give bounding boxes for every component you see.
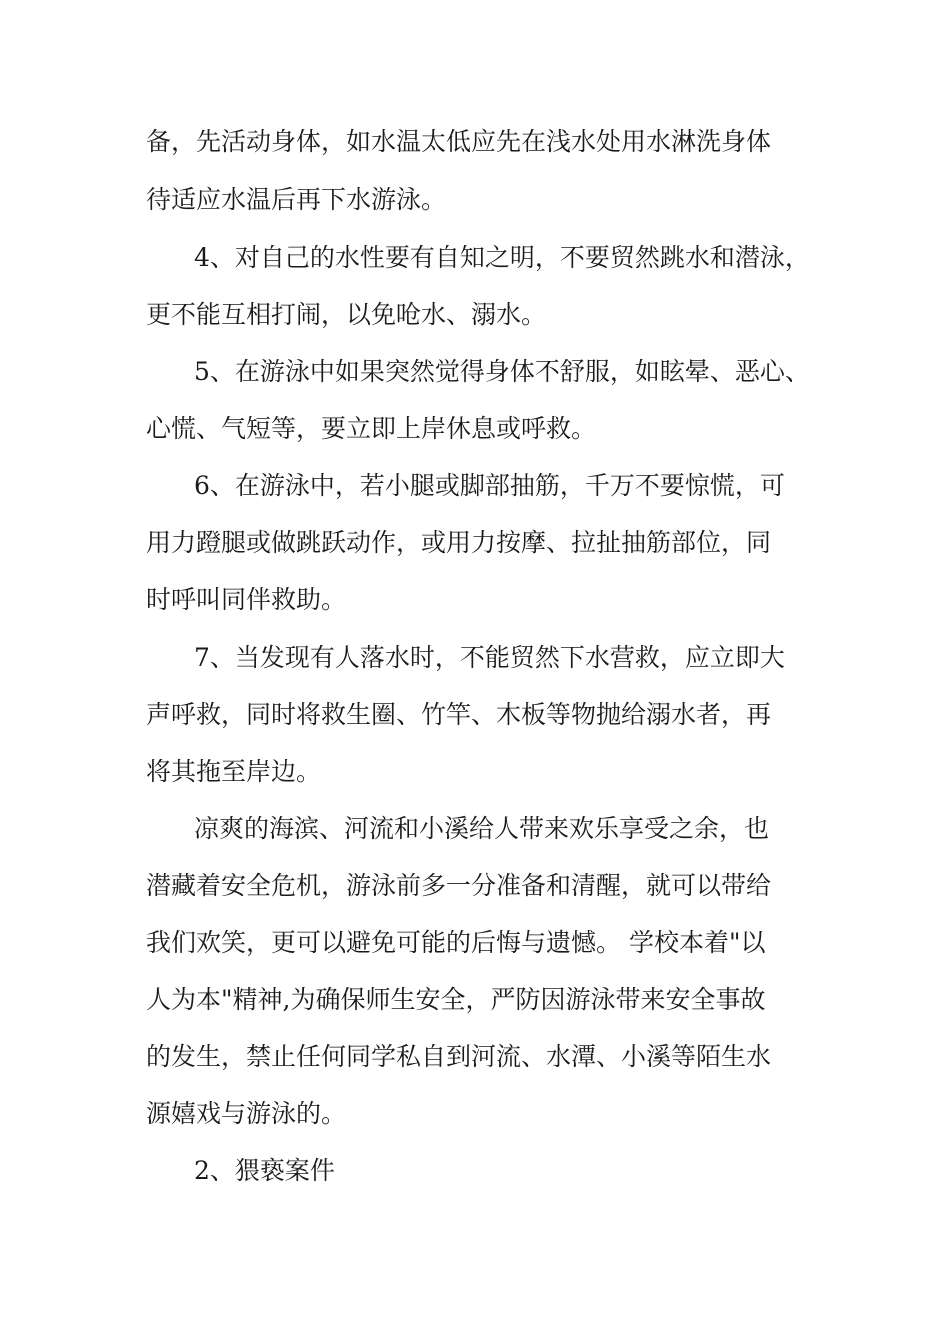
text-line: 心慌、气短等，要立即上岸休息或呼救。 [146, 414, 597, 443]
text-line: 6、在游泳中，若小腿或脚部抽筋，千万不要惊慌，可 [194, 471, 785, 500]
text-line: 人为本"精神,为确保师生安全，严防因游泳带来安全事故 [146, 985, 766, 1014]
text-line: 2、猥亵案件 [194, 1156, 335, 1185]
text-line: 潜藏着安全危机，游泳前多一分准备和清醒，就可以带给 [146, 871, 772, 900]
text-line: 声呼救，同时将救生圈、竹竿、木板等物抛给溺水者，再 [146, 700, 772, 729]
text-line: 用力蹬腿或做跳跃动作，或用力按摩、拉扯抽筋部位，同 [146, 528, 772, 557]
text-line: 源嬉戏与游泳的。 [146, 1099, 347, 1128]
text-line: 5、在游泳中如果突然觉得身体不舒服，如眩晕、恶心、 [194, 357, 810, 386]
text-line: 我们欢笑，更可以避免可能的后悔与遗憾。 学校本着"以 [146, 928, 766, 957]
text-line: 更不能互相打闹，以免呛水、溺水。 [146, 300, 547, 329]
text-line: 凉爽的海滨、河流和小溪给人带来欢乐享受之余，也 [194, 814, 770, 843]
text-line: 时呼叫同伴救助。 [146, 585, 347, 614]
text-line: 待适应水温后再下水游泳。 [146, 185, 447, 214]
text-line: 4、对自己的水性要有自知之明，不要贸然跳水和潜泳， [194, 243, 810, 272]
text-line: 备，先活动身体，如水温太低应先在浅水处用水淋洗身体 [146, 127, 772, 156]
text-line: 7、当发现有人落水时，不能贸然下水营救，应立即大 [194, 643, 785, 672]
text-line: 将其拖至岸边。 [146, 757, 322, 786]
text-line: 的发生，禁止任何同学私自到河流、水潭、小溪等陌生水 [146, 1042, 772, 1071]
